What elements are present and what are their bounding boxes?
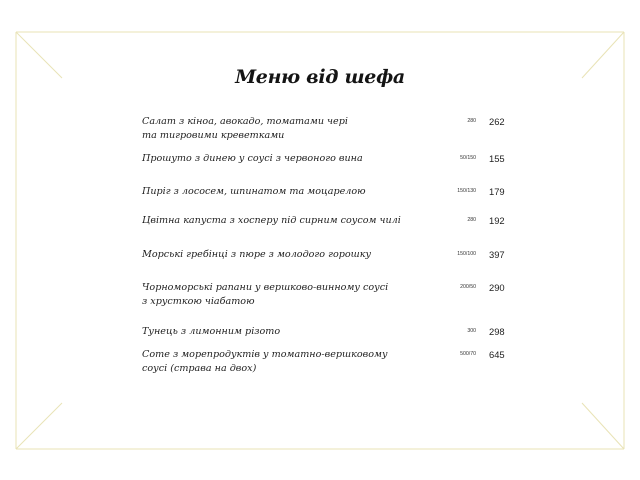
frame-corner-bottom-left [16, 403, 62, 449]
dish-name: Соте з морепродуктів у томатно-вершковому соусі (страва на двох) [142, 349, 388, 374]
dish-weight: 280 [467, 118, 476, 124]
dish-weight: 300 [467, 328, 476, 334]
menu-title: Меню від шефа [235, 66, 405, 88]
dish-weight: 150/100 [457, 251, 476, 257]
frame-lines [16, 32, 624, 449]
frame-corner-bottom-right [582, 403, 624, 449]
dish-name: Тунець з лимонним різото [142, 326, 281, 337]
dish-price: 645 [489, 349, 505, 360]
dish-name: Прошуто з динею у соусі з червоного вина [142, 153, 363, 164]
dish-price: 290 [489, 282, 505, 293]
dish-price: 179 [489, 186, 505, 197]
dish-price: 262 [489, 116, 505, 127]
dish-price: 397 [489, 249, 505, 260]
dish-name: Салат з кіноа, авокадо, томатами чері та тигровими креветками [142, 116, 348, 141]
dish-name: Морські гребінці з пюре з молодого горошку [142, 249, 372, 260]
dish-price: 298 [489, 326, 505, 337]
dish-price: 155 [489, 153, 505, 164]
dish-weight: 500/70 [460, 351, 476, 357]
dish-weight: 280 [467, 217, 476, 223]
dish-weight: 150/130 [457, 188, 476, 194]
dish-weight: 50/150 [460, 155, 476, 161]
dish-weight: 200/50 [460, 284, 476, 290]
dish-name: Цвітна капуста з хосперу під сирним соусом чилі [142, 215, 401, 226]
dish-name: Пиріг з лососем, шпинатом та моцарелою [142, 186, 366, 197]
dish-name: Чорноморські рапани у вершково-винному соусі з хрусткою чіабатою [142, 282, 389, 307]
dish-price: 192 [489, 215, 505, 226]
